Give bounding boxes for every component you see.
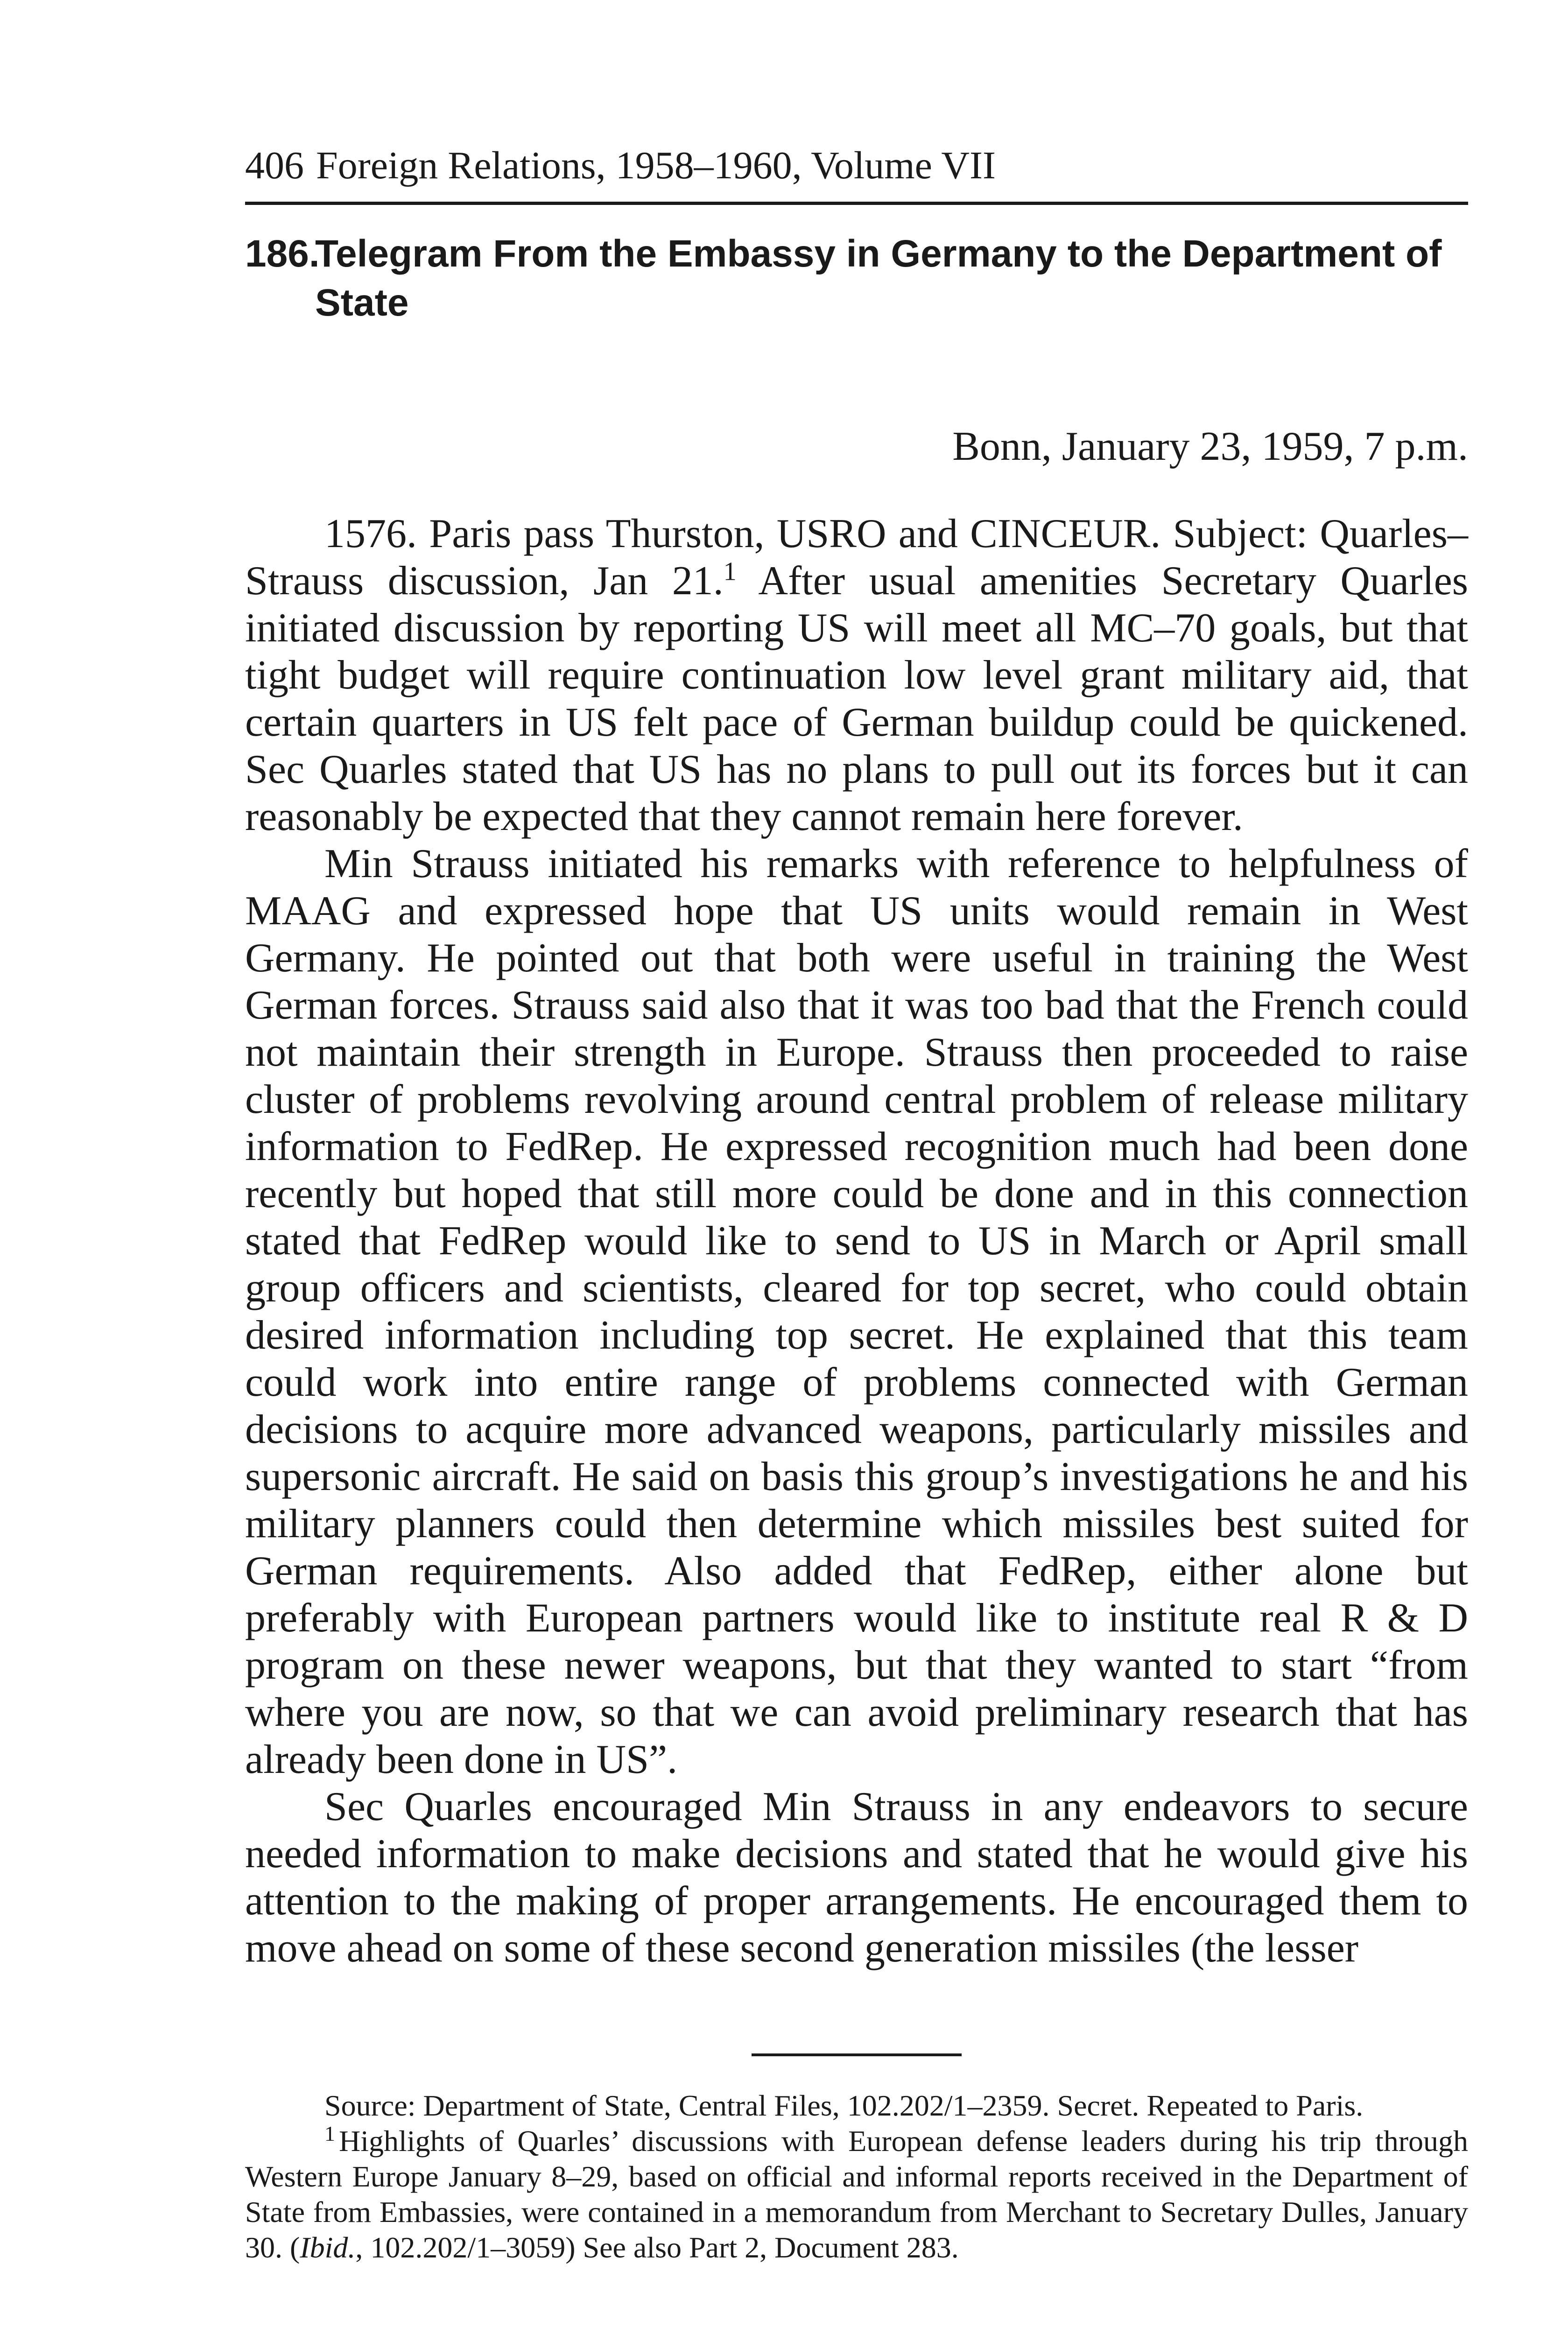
footnote-text: , 102.202/1–3059) See also Part 2, Document 283. bbox=[355, 2231, 959, 2264]
page-number: 406 bbox=[245, 144, 304, 187]
dateline: Bonn, January 23, 1959, 7 p.m. bbox=[952, 424, 1468, 469]
running-head bbox=[245, 140, 1468, 205]
telegram-body bbox=[245, 510, 1468, 1972]
document-number: 186. bbox=[245, 232, 320, 275]
footnote-citation: Ibid. bbox=[300, 2231, 356, 2264]
document-heading bbox=[245, 229, 1468, 327]
footnote-mark: 1 bbox=[324, 2121, 335, 2145]
footnote-reference: 1 bbox=[723, 557, 737, 586]
document-title: Telegram From the Embassy in Germany to the Department of State bbox=[315, 232, 1442, 324]
body-paragraph: Sec Quarles encouraged Min Strauss in any endeavors to secure needed information to make decisions and stated that he would give his attention to the making of proper arrangements. He encouraged them to move ahead on some of these second generation missiles (the lesser bbox=[245, 1784, 1468, 1971]
paragraph-text: After usual amenities Secretary Quarles initiated discussion by reporting US will meet all MC–70 goals, but that tight budget will require continuation low level grant military aid, that certain quarters in US felt pace of German buildup could be quickened. Sec Quarles stated that US has no plans to pull out its forces but it can reasonably be expected that they cannot remain here forever. bbox=[245, 558, 1469, 839]
paragraph-text: 1576. Paris pass Thurston, USRO and CINCEUR. Subject: Quarles–Strauss discussion, Jan 21. bbox=[245, 511, 1468, 604]
footnote-divider bbox=[752, 2053, 962, 2056]
source-note: Source: Department of State, Central Files, 102.202/1–2359. Secret. Repeated to Paris. bbox=[324, 2089, 1364, 2122]
footnotes bbox=[245, 2088, 1468, 2265]
publication-title: Foreign Relations, 1958–1960, Volume VII bbox=[316, 144, 996, 187]
body-paragraph: Min Strauss initiated his remarks with reference to helpfulness of MAAG and expressed hope that US units would remain in West Germany. He pointed out that both were useful in training the West German forces. Strauss said also that it was too bad that the French could not maintain their strength in Europe. Strauss then proceeded to raise cluster of problems revolving around central problem of release military information to FedRep. He expressed recognition much had been done recently but hoped that still more could be done and in this connection stated that FedRep would like to send to US in March or April small group officers and scientists, cleared for top secret, who could obtain desired information including top secret. He explained that this team could work into entire range of problems connected with German decisions to acquire more advanced weapons, particularly missiles and supersonic aircraft. He said on basis this group’s investigations he and his military planners could then determine which missiles best suited for German requirements. Also added that FedRep, either alone but preferably with European partners would like to institute real R & D program on these newer weapons, but that they wanted to start “from where you are now, so that we can avoid preliminary research that has already been done in US”. bbox=[245, 841, 1468, 1782]
body-paragraph bbox=[245, 510, 1468, 840]
footnote-text: Highlights of Quarles’ discussions with European defense leaders during his trip through Western Europe January 8–29, based on official and informal reports received in the Department of State from Embassies, were contained in a memorandum from Merchant to Secretary Dulles, January 30. ( bbox=[245, 2124, 1468, 2264]
document-page bbox=[245, 140, 1468, 2265]
footnote-1 bbox=[245, 2123, 1468, 2265]
